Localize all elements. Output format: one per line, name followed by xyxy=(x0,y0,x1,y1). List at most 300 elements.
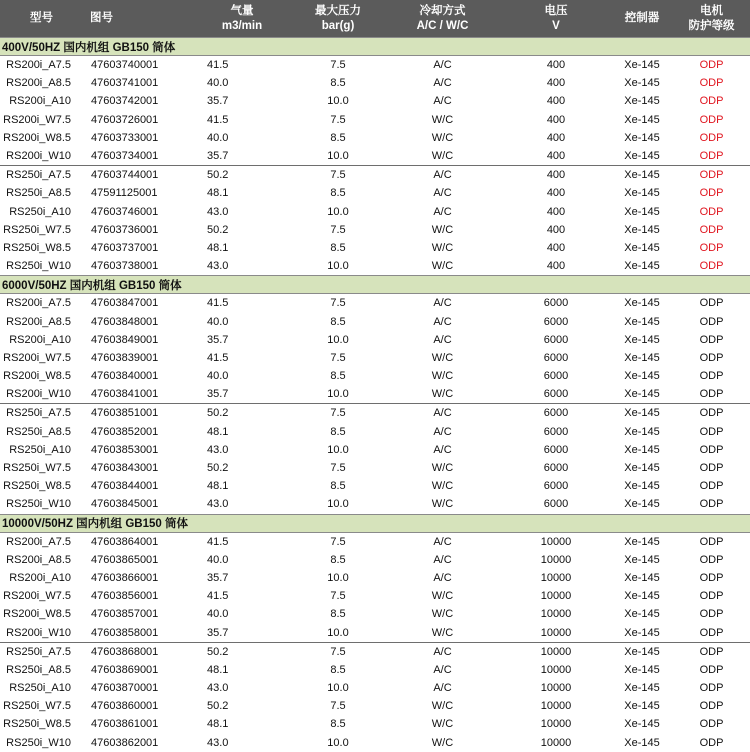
pressure-cell: 7.5 xyxy=(330,535,346,548)
flow-cell: 35.7 xyxy=(207,388,229,401)
table-row xyxy=(0,551,750,569)
drawing-number-cell: 47603861001 xyxy=(91,718,159,731)
motor-protection-cell: ODP xyxy=(699,682,724,695)
model-cell: RS200i_A7.5 xyxy=(6,59,71,72)
cooling-cell: A/C xyxy=(384,404,501,423)
model-cell: RS200i_A10 xyxy=(9,333,71,346)
drawing-number-cell: 47603737001 xyxy=(91,241,159,254)
flow-cell: 35.7 xyxy=(207,626,229,639)
motor-protection-cell: ODP xyxy=(699,700,724,713)
motor-protection-cell: ODP xyxy=(699,223,724,236)
motor-protection-cell: ODP xyxy=(699,590,724,603)
model-cell: RS200i_W7.5 xyxy=(3,113,71,126)
voltage-cell: 10000 xyxy=(540,608,572,621)
pressure-cell: 7.5 xyxy=(292,404,384,423)
table-row xyxy=(0,367,750,385)
table-row xyxy=(0,734,750,752)
flow-cell: 40.0 xyxy=(207,131,229,144)
model-cell: RS250i_A8.5 xyxy=(6,663,71,676)
table-row xyxy=(0,605,750,623)
voltage-cell: 6000 xyxy=(543,425,569,438)
voltage-cell: 6000 xyxy=(543,333,569,346)
table-row xyxy=(0,239,750,257)
flow-cell: 43.0 xyxy=(207,260,229,273)
model-cell: RS250i_W8.5 xyxy=(3,718,71,731)
header-flow-unit: m3/min xyxy=(221,19,263,32)
flow-cell: 50.2 xyxy=(207,223,229,236)
cooling-cell: W/C xyxy=(431,351,454,364)
voltage-cell: 400 xyxy=(546,59,566,72)
drawing-number-cell: 47603865001 xyxy=(91,553,159,566)
cooling-cell: W/C xyxy=(431,113,454,126)
table-row xyxy=(0,569,750,587)
pressure-cell: 8.5 xyxy=(330,241,346,254)
table-row xyxy=(0,166,750,185)
motor-protection-cell: ODP xyxy=(699,150,724,163)
flow-cell: 35.7 xyxy=(207,150,229,163)
flow-cell: 40.0 xyxy=(207,608,229,621)
voltage-cell: 10000 xyxy=(540,590,572,603)
table-row xyxy=(0,92,750,110)
motor-protection-cell: ODP xyxy=(699,333,724,346)
cooling-cell: W/C xyxy=(431,462,454,475)
voltage-cell: 400 xyxy=(546,131,566,144)
motor-protection-cell: ODP xyxy=(699,443,724,456)
drawing-number-cell: 47603856001 xyxy=(91,590,159,603)
model-cell: RS250i_A8.5 xyxy=(6,187,71,200)
voltage-cell: 400 xyxy=(546,95,566,108)
header-cooling-unit: A/C / W/C xyxy=(416,19,469,32)
motor-protection-cell: ODP xyxy=(699,187,724,200)
model-cell: RS250i_W7.5 xyxy=(3,223,71,236)
header-drawing-number: 图号 xyxy=(85,0,192,38)
voltage-cell: 10000 xyxy=(501,642,611,661)
voltage-cell: 400 xyxy=(501,166,611,185)
table-row xyxy=(0,385,750,404)
model-cell: RS250i_W7.5 xyxy=(3,700,71,713)
voltage-cell: 10000 xyxy=(540,663,572,676)
flow-cell: 40.0 xyxy=(207,553,229,566)
drawing-number-cell: 47603840001 xyxy=(91,370,159,383)
flow-cell: 35.7 xyxy=(207,95,229,108)
voltage-cell: 6000 xyxy=(543,370,569,383)
voltage-cell: 10000 xyxy=(540,736,572,749)
controller-cell: Xe-145 xyxy=(624,682,660,695)
table-row xyxy=(0,74,750,92)
header-cooling-label: 冷却方式 xyxy=(419,4,466,17)
table-row xyxy=(0,477,750,495)
cooling-cell: W/C xyxy=(431,608,454,621)
pressure-cell: 7.5 xyxy=(292,642,384,661)
cooling-cell: W/C xyxy=(431,241,454,254)
cooling-cell: A/C xyxy=(433,535,452,548)
controller-cell: Xe-145 xyxy=(624,260,660,273)
motor-protection-cell: ODP xyxy=(699,388,724,401)
model-cell: RS250i_W7.5 xyxy=(3,462,71,475)
table-row xyxy=(0,147,750,166)
drawing-number-cell: 47591125001 xyxy=(91,187,158,200)
cooling-cell: W/C xyxy=(431,590,454,603)
flow-cell: 35.7 xyxy=(207,333,229,346)
pressure-cell: 7.5 xyxy=(330,590,346,603)
cooling-cell: A/C xyxy=(433,333,452,346)
motor-protection-cell: ODP xyxy=(673,642,750,661)
motor-protection-cell: ODP xyxy=(699,131,724,144)
header-motor-protection xyxy=(673,0,750,38)
voltage-cell: 10000 xyxy=(540,553,572,566)
pressure-cell: 7.5 xyxy=(330,113,346,126)
header-flow-label: 气量 xyxy=(230,4,254,17)
flow-cell: 48.1 xyxy=(207,480,229,493)
drawing-number-cell: 47603868001 xyxy=(85,642,192,661)
model-cell: RS250i_A10 xyxy=(9,682,71,695)
drawing-number-cell: 47603746001 xyxy=(91,205,159,218)
controller-cell: Xe-145 xyxy=(624,718,660,731)
table-row xyxy=(0,349,750,367)
model-cell: RS200i_A7.5 xyxy=(6,535,71,548)
motor-protection-cell: ODP xyxy=(699,571,724,584)
cooling-cell: A/C xyxy=(433,682,452,695)
motor-protection-cell: ODP xyxy=(699,736,724,749)
voltage-cell: 400 xyxy=(546,241,566,254)
cooling-cell: W/C xyxy=(431,700,454,713)
controller-cell: Xe-145 xyxy=(624,223,660,236)
table-row xyxy=(0,221,750,239)
pressure-cell: 7.5 xyxy=(330,223,346,236)
cooling-cell: A/C xyxy=(433,425,452,438)
motor-protection-cell: ODP xyxy=(699,553,724,566)
header-motor-protection-label: 防护等级 xyxy=(688,19,735,32)
pressure-cell: 7.5 xyxy=(330,462,346,475)
cooling-cell: A/C xyxy=(433,95,452,108)
pressure-cell: 8.5 xyxy=(330,187,346,200)
cooling-cell: A/C xyxy=(384,166,501,185)
table-row xyxy=(0,257,750,276)
controller-cell: Xe-145 xyxy=(624,626,660,639)
table-row xyxy=(0,441,750,459)
cooling-cell: W/C xyxy=(431,480,454,493)
pressure-cell: 10.0 xyxy=(327,571,349,584)
flow-cell: 40.0 xyxy=(207,370,229,383)
drawing-number-cell: 47603734001 xyxy=(91,150,159,163)
pressure-cell: 7.5 xyxy=(330,700,346,713)
drawing-number-cell: 47603857001 xyxy=(91,608,159,621)
pressure-cell: 10.0 xyxy=(327,205,349,218)
model-cell: RS200i_W8.5 xyxy=(3,370,71,383)
controller-cell: Xe-145 xyxy=(624,608,660,621)
controller-cell: Xe-145 xyxy=(624,443,660,456)
pressure-cell: 8.5 xyxy=(330,718,346,731)
motor-protection-cell: ODP xyxy=(699,626,724,639)
pressure-cell: 7.5 xyxy=(330,297,346,310)
voltage-cell: 400 xyxy=(546,150,566,163)
section-header xyxy=(0,514,750,532)
controller-cell: Xe-145 xyxy=(624,700,660,713)
motor-protection-cell: ODP xyxy=(699,351,724,364)
drawing-number-cell: 47603742001 xyxy=(91,95,159,108)
table-row xyxy=(0,404,750,423)
model-cell: RS200i_W10 xyxy=(6,388,71,401)
drawing-number-cell: 47603858001 xyxy=(91,626,159,639)
controller-cell: Xe-145 xyxy=(624,333,660,346)
flow-cell: 50.2 xyxy=(207,700,229,713)
pressure-cell: 10.0 xyxy=(327,443,349,456)
controller-cell: Xe-145 xyxy=(624,571,660,584)
voltage-cell: 6000 xyxy=(543,498,569,511)
table-row xyxy=(0,679,750,697)
pressure-cell: 10.0 xyxy=(327,95,349,108)
header-pressure-label: 最大压力 xyxy=(315,4,361,17)
controller-cell: Xe-145 xyxy=(624,351,660,364)
voltage-cell: 400 xyxy=(546,260,566,273)
model-cell: RS250i_A7.5 xyxy=(0,166,85,185)
motor-protection-cell: ODP xyxy=(699,498,724,511)
table-row xyxy=(0,294,750,313)
pressure-cell: 8.5 xyxy=(330,608,346,621)
pressure-cell: 10.0 xyxy=(327,498,349,511)
header-controller: 控制器 xyxy=(611,0,673,38)
cooling-cell: A/C xyxy=(433,77,452,90)
cooling-cell: W/C xyxy=(431,131,454,144)
flow-cell: 41.5 xyxy=(207,351,229,364)
table-body xyxy=(0,38,750,752)
voltage-cell: 10000 xyxy=(540,535,572,548)
header-flow xyxy=(192,0,292,38)
flow-cell: 50.2 xyxy=(192,166,292,185)
controller-cell: Xe-145 xyxy=(624,535,660,548)
cooling-cell: W/C xyxy=(431,626,454,639)
voltage-cell: 10000 xyxy=(540,682,572,695)
pressure-cell: 8.5 xyxy=(330,480,346,493)
table-header xyxy=(0,0,750,38)
table-row xyxy=(0,56,750,75)
pressure-cell: 10.0 xyxy=(327,736,349,749)
model-cell: RS200i_A8.5 xyxy=(6,553,71,566)
controller-cell: Xe-145 xyxy=(624,663,660,676)
flow-cell: 48.1 xyxy=(207,187,229,200)
motor-protection-cell: ODP xyxy=(699,59,724,72)
motor-protection-cell: ODP xyxy=(699,462,724,475)
drawing-number-cell: 47603839001 xyxy=(91,351,159,364)
table-row xyxy=(0,111,750,129)
cooling-cell: A/C xyxy=(433,663,452,676)
cooling-cell: A/C xyxy=(433,297,452,310)
motor-protection-cell: ODP xyxy=(673,404,750,423)
voltage-cell: 400 xyxy=(546,223,566,236)
controller-cell: Xe-145 xyxy=(624,498,660,511)
controller-cell: Xe-145 xyxy=(624,297,660,310)
table-row xyxy=(0,184,750,202)
pressure-cell: 10.0 xyxy=(327,682,349,695)
section-title: 400V/50HZ 国内机组 GB150 筒体 xyxy=(0,38,750,56)
voltage-cell: 6000 xyxy=(543,443,569,456)
flow-cell: 40.0 xyxy=(207,77,229,90)
voltage-cell: 400 xyxy=(546,187,566,200)
flow-cell: 43.0 xyxy=(207,205,229,218)
drawing-number-cell: 47603847001 xyxy=(91,297,159,310)
controller-cell: Xe-145 xyxy=(624,95,660,108)
controller-cell: Xe-145 xyxy=(624,590,660,603)
drawing-number-cell: 47603740001 xyxy=(91,59,159,72)
drawing-number-cell: 47603736001 xyxy=(91,223,159,236)
cooling-cell: W/C xyxy=(431,150,454,163)
model-cell: RS250i_W10 xyxy=(6,260,71,273)
pressure-cell: 8.5 xyxy=(330,663,346,676)
flow-cell: 43.0 xyxy=(207,736,229,749)
model-cell: RS200i_A7.5 xyxy=(6,297,71,310)
controller-cell: Xe-145 xyxy=(624,388,660,401)
table-row xyxy=(0,459,750,477)
flow-cell: 35.7 xyxy=(207,571,229,584)
table-row xyxy=(0,587,750,605)
controller-cell: Xe-145 xyxy=(624,205,660,218)
table-row xyxy=(0,495,750,514)
cooling-cell: A/C xyxy=(433,205,452,218)
flow-cell: 41.5 xyxy=(207,590,229,603)
model-cell: RS250i_W8.5 xyxy=(3,480,71,493)
controller-cell: Xe-145 xyxy=(624,425,660,438)
controller-cell: Xe-145 xyxy=(624,480,660,493)
pressure-cell: 10.0 xyxy=(327,150,349,163)
cooling-cell: W/C xyxy=(431,223,454,236)
cooling-cell: A/C xyxy=(384,642,501,661)
motor-protection-cell: ODP xyxy=(699,608,724,621)
pressure-cell: 8.5 xyxy=(330,553,346,566)
flow-cell: 50.2 xyxy=(192,404,292,423)
flow-cell: 48.1 xyxy=(207,663,229,676)
model-cell: RS200i_W10 xyxy=(6,150,71,163)
drawing-number-cell: 47603843001 xyxy=(91,462,159,475)
drawing-number-cell: 47603849001 xyxy=(91,333,159,346)
pressure-cell: 7.5 xyxy=(292,166,384,185)
motor-protection-cell: ODP xyxy=(699,718,724,731)
voltage-cell: 10000 xyxy=(540,718,572,731)
pressure-cell: 10.0 xyxy=(327,388,349,401)
controller-cell: Xe-145 xyxy=(624,150,660,163)
voltage-cell: 400 xyxy=(546,113,566,126)
table-row xyxy=(0,715,750,733)
motor-protection-cell: ODP xyxy=(699,315,724,328)
motor-protection-cell: ODP xyxy=(699,535,724,548)
flow-cell: 50.2 xyxy=(192,642,292,661)
controller-cell: Xe-145 xyxy=(611,166,673,185)
controller-cell: Xe-145 xyxy=(624,553,660,566)
pressure-cell: 10.0 xyxy=(327,260,349,273)
table-row xyxy=(0,532,750,551)
model-cell: RS200i_W7.5 xyxy=(3,590,71,603)
voltage-cell: 6000 xyxy=(543,480,569,493)
motor-protection-cell: ODP xyxy=(699,260,724,273)
header-voltage-unit: V xyxy=(552,19,560,32)
voltage-cell: 400 xyxy=(546,77,566,90)
cooling-cell: W/C xyxy=(431,370,454,383)
cooling-cell: A/C xyxy=(433,187,452,200)
model-cell: RS250i_A7.5 xyxy=(0,404,85,423)
motor-protection-cell: ODP xyxy=(699,95,724,108)
drawing-number-cell: 47603744001 xyxy=(85,166,192,185)
model-cell: RS250i_W10 xyxy=(6,498,71,511)
drawing-number-cell: 47603852001 xyxy=(91,425,159,438)
controller-cell: Xe-145 xyxy=(624,131,660,144)
model-cell: RS250i_W8.5 xyxy=(3,241,71,254)
voltage-cell: 400 xyxy=(546,205,566,218)
drawing-number-cell: 47603851001 xyxy=(85,404,192,423)
table-row xyxy=(0,642,750,661)
flow-cell: 41.5 xyxy=(207,297,229,310)
table-row xyxy=(0,312,750,330)
flow-cell: 40.0 xyxy=(207,315,229,328)
pressure-cell: 8.5 xyxy=(330,370,346,383)
section-title: 10000V/50HZ 国内机组 GB150 筒体 xyxy=(0,514,750,532)
motor-protection-cell: ODP xyxy=(699,370,724,383)
drawing-number-cell: 47603741001 xyxy=(91,77,159,90)
flow-cell: 43.0 xyxy=(207,443,229,456)
cooling-cell: W/C xyxy=(431,718,454,731)
controller-cell: Xe-145 xyxy=(611,404,673,423)
flow-cell: 50.2 xyxy=(207,462,229,475)
pressure-cell: 7.5 xyxy=(330,351,346,364)
table-row xyxy=(0,129,750,147)
model-cell: RS200i_W7.5 xyxy=(3,351,71,364)
flow-cell: 41.5 xyxy=(207,535,229,548)
table-row xyxy=(0,203,750,221)
cooling-cell: W/C xyxy=(431,260,454,273)
drawing-number-cell: 47603848001 xyxy=(91,315,159,328)
model-cell: RS200i_A8.5 xyxy=(6,315,71,328)
flow-cell: 41.5 xyxy=(207,59,229,72)
motor-protection-cell: ODP xyxy=(699,297,724,310)
section-header xyxy=(0,276,750,294)
drawing-number-cell: 47603862001 xyxy=(91,736,159,749)
table-row xyxy=(0,623,750,642)
flow-cell: 43.0 xyxy=(207,682,229,695)
header-motor-label: 电机 xyxy=(700,4,723,17)
flow-cell: 41.5 xyxy=(207,113,229,126)
header-voltage xyxy=(501,0,611,38)
table-row xyxy=(0,423,750,441)
pressure-cell: 10.0 xyxy=(327,333,349,346)
motor-protection-cell: ODP xyxy=(699,205,724,218)
model-cell: RS250i_W10 xyxy=(6,736,71,749)
header-cooling xyxy=(384,0,501,38)
pressure-cell: 8.5 xyxy=(330,77,346,90)
drawing-number-cell: 47603869001 xyxy=(91,663,159,676)
model-cell: RS250i_A10 xyxy=(9,205,71,218)
drawing-number-cell: 47603726001 xyxy=(91,113,159,126)
motor-protection-cell: ODP xyxy=(699,241,724,254)
cooling-cell: W/C xyxy=(431,498,454,511)
section-title: 6000V/50HZ 国内机组 GB150 筒体 xyxy=(0,276,750,294)
controller-cell: Xe-145 xyxy=(624,462,660,475)
cooling-cell: A/C xyxy=(433,315,452,328)
voltage-cell: 10000 xyxy=(540,571,572,584)
model-cell: RS200i_W8.5 xyxy=(3,131,71,144)
voltage-cell: 6000 xyxy=(543,315,569,328)
flow-cell: 48.1 xyxy=(207,241,229,254)
cooling-cell: W/C xyxy=(431,736,454,749)
motor-protection-cell: ODP xyxy=(699,425,724,438)
cooling-cell: A/C xyxy=(433,553,452,566)
flow-cell: 43.0 xyxy=(207,498,229,511)
voltage-cell: 6000 xyxy=(501,404,611,423)
header-pressure xyxy=(292,0,384,38)
pressure-cell: 8.5 xyxy=(330,315,346,328)
controller-cell: Xe-145 xyxy=(624,736,660,749)
pressure-cell: 10.0 xyxy=(327,626,349,639)
drawing-number-cell: 47603841001 xyxy=(91,388,159,401)
voltage-cell: 6000 xyxy=(543,388,569,401)
voltage-cell: 6000 xyxy=(543,297,569,310)
